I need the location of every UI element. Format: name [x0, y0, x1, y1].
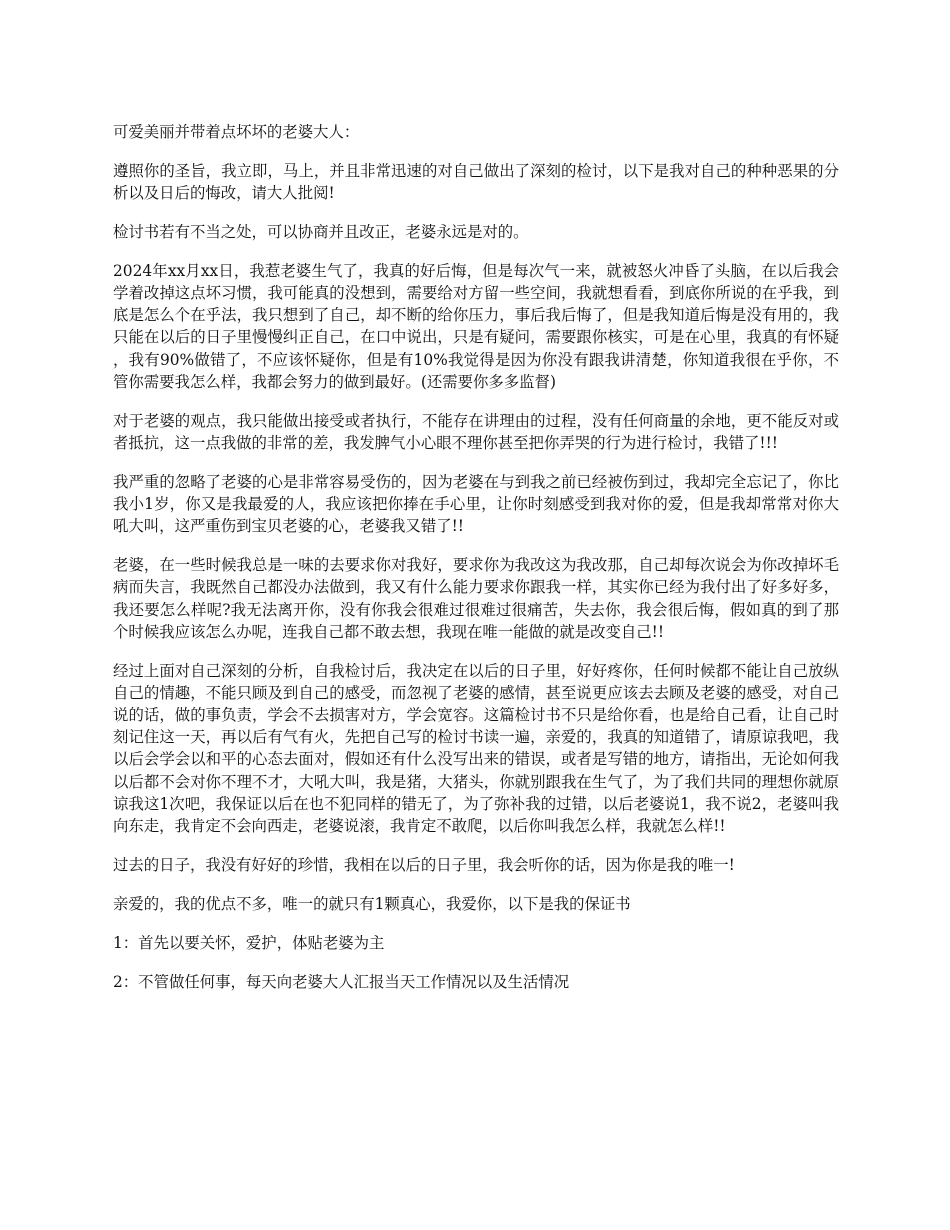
pledge-item: 2：不管做任何事，每天向老婆大人汇报当天工作情况以及生活情况 — [113, 972, 570, 991]
paragraph-pledge-intro: 亲爱的，我的优点不多，唯一的就只有1颗真心，我爱你，以下是我的保证书 — [113, 894, 631, 913]
salutation: 可爱美丽并带着点坏坏的老婆大人： — [113, 123, 360, 141]
paragraph-resolution: 经过上面对自己深刻的分析，自我检讨后，我决定在以后的日子里，好好疼你，任何时候都不能让自己放纵自己的情趣，不能只顾及到自己的感受，而忽视了老婆的感情，甚至说更应该去去顾及老婆的感受，对自己说的话，做的事负责，学会不去损害对方，学会宽容。这篇检讨书不只是给你看，也是给自己看，让自己时刻记住这一天，再以后有气有火，先把自己写的检讨书读一遍，亲爱的，我真的知道错了，请原谅我吧，我以后会学会以和平的心态去面对，假如还有什么没写出来的错误，或者是写错的地方，请指出，无论如何我以后都不会对你不理不才，大吼大叫，我是猪，大猪头，你就别跟我在生气了，为了我们共同的理想你就原谅我这1次吧，我保证以后在也不犯同样的错无了，为了弥补我的过错，以后老婆说1，我不说2，老婆叫我向东走，我肯定不会向西走，老婆说滚，我肯定不敢爬，以后你叫我怎么样，我就怎么样!! — [113, 661, 839, 836]
paragraph-incident: 2024年xx月xx日，我惹老婆生气了，我真的好后悔，但是每次气一来，就被怒火冲昏了头脑，在以后我会学着改掉这点坏习惯，我可能真的没想到，需要给对方留一些空间，我就想看看，到底你所说的在乎我，到底是怎么个在乎法，我只想到了自己，却不断的给你压力，事后我后悔了，但是我知道后悔是没有用的，我只能在以后的日子里慢慢纠正自己，在口中说出，只是有疑问，需要跟你核实，可是在心里，我真的有怀疑，我有90%做错了，不应该怀疑你，但是有10%我觉得是因为你没有跟我讲清楚，你知道我很在乎你，不管你需要我怎么样，我都会努力的做到最好。(还需要你多多监督) — [113, 261, 839, 391]
paragraph-intro: 遵照你的圣旨，我立即，马上，并且非常迅速的对自己做出了深刻的检讨，以下是我对自己的种种恶果的分析以及日后的悔改，请大人批阅! — [113, 161, 839, 203]
paragraph-neglect: 我严重的忽略了老婆的心是非常容易受伤的，因为老婆在与到我之前已经被伤到过，我却完全忘记了，你比我小1岁，你又是我最爱的人，我应该把你捧在手心里，让你时刻感受到我对你的爱，但是我却常常对你大吼大叫，这严重伤到宝贝老婆的心，老婆我又错了!! — [113, 472, 839, 536]
paragraph-demands: 老婆，在一些时候我总是一味的去要求你对我好，要求你为我改这为我改那，自己却每次说会为你改掉坏毛病而失言，我既然自己都没办法做到，我又有什么能力要求你跟我一样，其实你已经为我付出了好多好多，我还要怎么样呢?我无法离开你，没有你我会很难过很难过很痛苦，失去你，我会很后悔，假如真的到了那个时候我应该怎么办呢，连我自己都不敢去想，我现在唯一能做的就是改变自己!! — [113, 556, 839, 641]
paragraph-note: 检讨书若有不当之处，可以协商并且改正，老婆永远是对的。 — [113, 222, 529, 241]
pledge-item: 1：首先以要关怀，爱护，体贴老婆为主 — [113, 933, 385, 952]
document-body — [113, 121, 839, 1010]
paragraph-opinion: 对于老婆的观点，我只能做出接受或者执行，不能存在讲理由的过程，没有任何商量的余地，更不能反对或者抵抗，这一点我做的非常的差，我发脾气小心眼不理你甚至把你弄哭的行为进行检讨，我错了!!! — [113, 411, 839, 452]
paragraph-past: 过去的日子，我没有好好的珍惜，我相在以后的日子里，我会听你的话，因为你是我的唯一! — [113, 855, 735, 874]
